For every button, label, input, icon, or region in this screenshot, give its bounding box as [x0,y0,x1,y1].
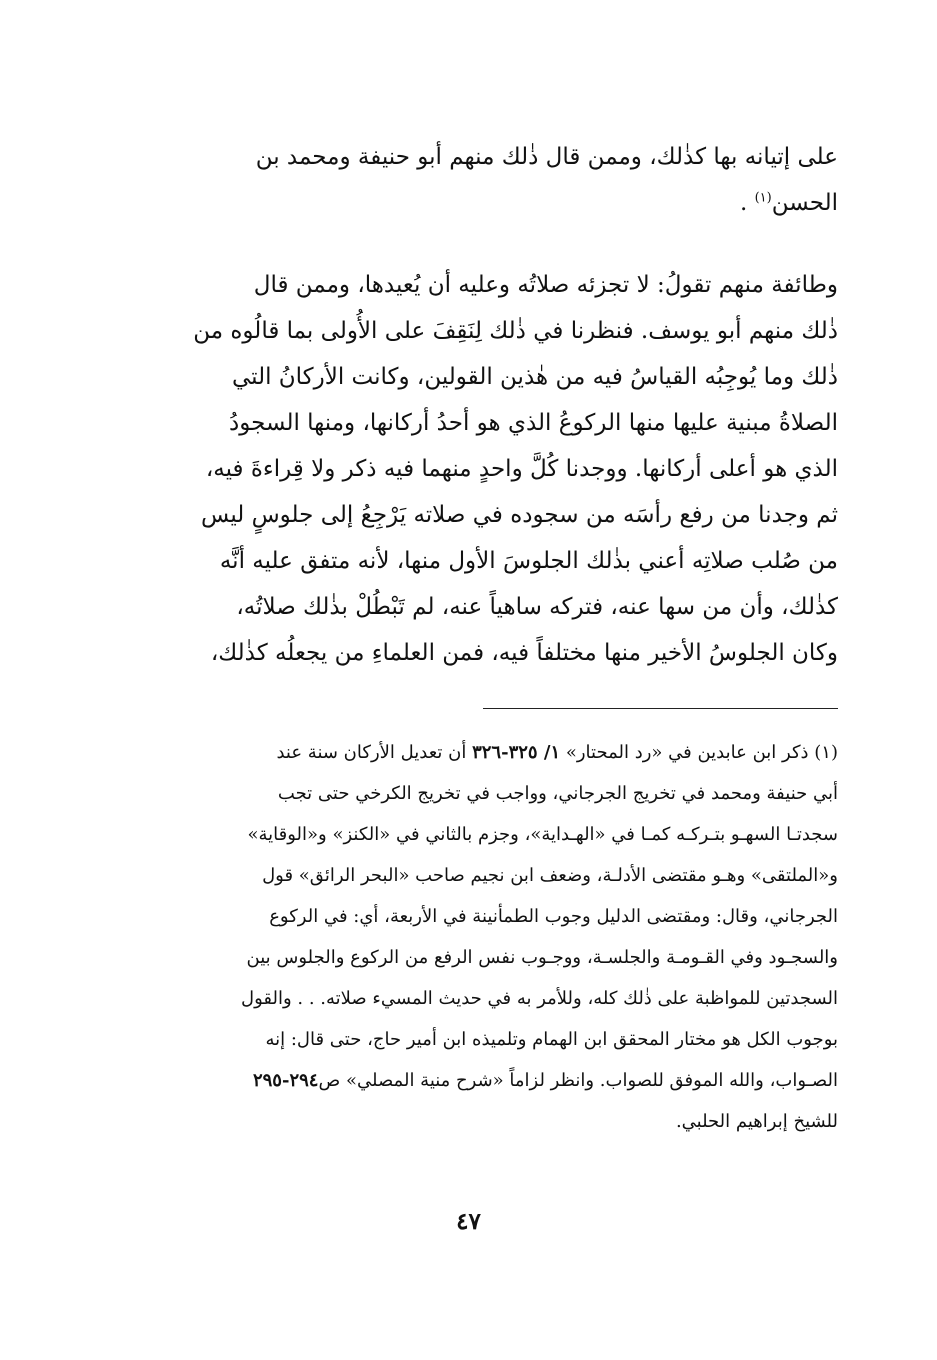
footnote-citation: ١/ ٣٢٥-٣٢٦ [472,742,561,763]
footnote-line [134,1060,838,1101]
paragraph-1 [134,134,838,226]
footnote-text: ذكر ابن عابدين في «رد المحتار» [560,742,815,763]
paragraph-line: ذٰلك وما يُوجِبُه القياسُ فيه من هٰذين القولين، وكانت الأركانُ التي [231,364,838,390]
paragraph-line [134,180,838,226]
footnote-line: للشيخ إبراهيم الحلبي. [675,1111,838,1132]
paragraph-line: كذٰلك، وأن من سها عنه، فتركه ساهياً عنه، لم تَبْطُلْ بذٰلك صلاتُه، [236,594,838,620]
footnote-line: السجدتين للمواظبة على ذٰلك كله، وللأمر به في حديث المسيء صلاته. . . والقول [241,988,838,1009]
paragraph-line: على إتيانه بها كذٰلك، وممن قال ذٰلك منهم أبو حنيفة ومحمد بن [255,144,838,170]
footnote-line: والسجـود وفي القـومـة والجلسـة، ووجـوب نفس الرفع من الركوع والجلوس بين [246,947,838,968]
footnote-line: الجرجاني، وقال: ومقتضى الدليل وجوب الطمأنينة في الأربعة، أي: في الركوع [269,906,838,927]
paragraph-text: . [739,190,755,216]
paragraph-2 [134,262,838,676]
footnote-citation: ٢٩٤-٢٩٥ [252,1070,319,1091]
paragraph-line: من صُلب صلاتِه أعني بذٰلك الجلوسَ الأول منها، لأنه متفق عليه أنَّه [219,548,838,574]
footnote-text: أن تعديل الأركان سنة عند [276,742,473,763]
footnote-text: الصـواب، والله الموفق للصواب. وانظر لزاماً «شرح منية المصلي» ص [318,1070,838,1091]
paragraph-line: الذي هو أعلى أركانها. ووجدنا كُلَّ واحدٍ منهما فيه ذكر ولا قِراءةَ فيه، [205,456,838,482]
footnote-line: سجدتـا السهـو بتـركـه كمـا في «الهـداية»، وجزم بالثاني في «الكنز» و«الوقاية» [247,824,838,845]
footnote-separator [483,708,838,709]
footnote-line: و«الملتقى» وهـو مقتضى الأدلـة، وضعف ابن نجيم صاحب «البحر الرائق» قول [262,865,838,886]
page-number: ٤٧ [456,1208,481,1235]
footnote-line: أبي حنيفة ومحمد في تخريج الجرجاني، وواجب في تخريج الكرخي حتى تجب [277,783,838,804]
footnote-number: (١) [814,742,838,763]
paragraph-line: وطائفة منهم تقولُ: لا تجزئه صلاتُه وعليه أن يُعيدها، وممن قال [253,272,838,298]
footnotes [134,732,838,1142]
paragraph-line: وكان الجلوسُ الأخير منها مختلفاً فيه، فمن العلماءِ من يجعلُه كذٰلك، [210,640,838,666]
footnote-reference: (١) [754,190,772,206]
paragraph-line: ثم وجدنا من رفع رأسَه من سجوده في صلاته يَرْجِعُ إلى جلوسٍ ليس [201,502,838,528]
paragraph-line: الصلاةُ مبنية عليها منها الركوعُ الذي هو أحدُ أركانها، ومنها السجودُ [228,410,838,436]
paragraph-line: ذٰلك منهم أبو يوسف. فنظرنا في ذٰلك لِنَقِفَ على الأُولى بما قالُوه من [193,318,838,344]
footnote-line [134,732,838,773]
paragraph-text: الحسن [771,190,838,216]
footnote-line: بوجوب الكل هو مختار المحقق ابن الهمام وتلميذه ابن أمير حاج، حتى قال: إنه [265,1029,838,1050]
